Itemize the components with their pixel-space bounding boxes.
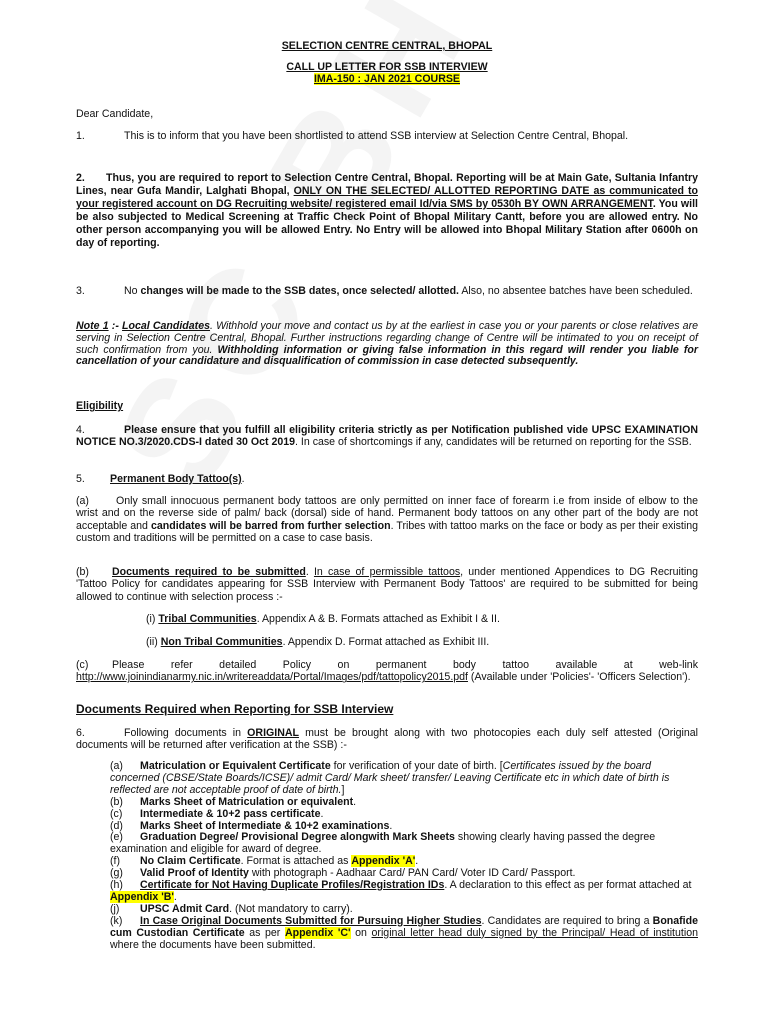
doc-item-k <box>110 916 698 952</box>
doc-k-title: In Case Original Documents Submitted for Pursuing Higher Studies <box>140 914 482 927</box>
tribal-title: Tribal Communities <box>158 613 257 625</box>
para-5b-label: (b) <box>76 566 89 578</box>
doc-item-a <box>110 761 698 797</box>
doc-b-end: . <box>353 795 357 808</box>
para-5a-text: Only small innocuous permanent body tattoos are only permitted on inner face of forearm i.e from inside of elbow to the wrist and on the reverse side of palm/ back (dorsal) side of hand. Permanent body tattoos on any other part of the body are not acceptable and <box>76 495 698 532</box>
non-tribal-text: . Appendix D. Format attached as Exhibit III. <box>282 636 490 648</box>
para-5c-label: (c) <box>76 659 89 671</box>
documents-list <box>110 761 698 952</box>
note-1-sep: :- <box>108 320 123 332</box>
para-5c-text: Please refer detailed Policy on permanent body tattoo available at web-link <box>112 659 698 671</box>
doc-h-end: . <box>173 890 177 903</box>
doc-a-end: ] <box>341 783 345 796</box>
doc-f-label: (f) <box>110 855 120 868</box>
doc-j-text: . (Not mandatory to carry). <box>229 902 353 915</box>
doc-f-text: . Format is attached as <box>240 855 352 868</box>
doc-a-label: (a) <box>110 760 123 772</box>
para-5a-label: (a) <box>76 495 89 507</box>
para-4-num: 4. <box>76 424 85 436</box>
centre-title: SELECTION CENTRE CENTRAL, BHOPAL <box>281 40 493 52</box>
course-title: IMA-150 : JAN 2021 COURSE <box>313 73 460 85</box>
para-5-title: 5. Permanent Body Tattoo(s). <box>76 473 245 485</box>
doc-f-title: No Claim Certificate <box>140 855 241 868</box>
para-5b-title: Documents required to be submitted <box>112 566 306 578</box>
para-3-a: No <box>124 285 141 297</box>
doc-c-end: . <box>320 807 324 820</box>
para-5b-sep: . <box>305 566 314 578</box>
doc-d-label: (d) <box>110 819 123 832</box>
para-5c <box>76 659 698 684</box>
para-6-num: 6. <box>76 727 85 739</box>
doc-item-h <box>110 880 698 904</box>
doc-j-title: UPSC Admit Card <box>140 902 230 915</box>
doc-b-label: (b) <box>110 795 123 808</box>
doc-k-text2: as per <box>244 926 285 939</box>
doc-h-title: Certificate for Not Having Duplicate Profiles/Registration IDs <box>140 879 445 892</box>
note-1-title: Local Candidates <box>122 320 210 332</box>
tattoo-policy-link[interactable]: http://www.joinindianarmy.nic.in/writereaddata/Portal/Images/pdf/tattopolicy2015.pdf <box>76 671 468 684</box>
doc-e-title: Graduation Degree/ Provisional Degree alongwith Mark Sheets <box>140 831 455 844</box>
doc-g-text: with photograph - Aadhaar Card/ PAN Card/ Voter ID Card/ Passport. <box>248 867 576 880</box>
para-4-text: . In case of shortcomings if any, candidates will be returned on reporting for the SSB. <box>295 436 692 449</box>
original-word: ORIGINAL <box>247 727 299 739</box>
doc-a-text: for verification of your date of birth. [ <box>330 760 503 772</box>
para-1-num: 1. <box>76 130 85 142</box>
para-5b-i <box>146 613 698 625</box>
para-2-a: Thus, you are required to report to Selection Centre Central, Bhopal. Reporting will be at Main Gate, Sultania Infantry Lines, near Gufa Mandir, Lalghati Bhopal, <box>76 172 698 197</box>
salutation: Dear Candidate, <box>76 108 154 120</box>
letter-title: CALL UP LETTER FOR SSB INTERVIEW <box>286 61 488 73</box>
doc-k-text: . Candidates are required to bring a <box>481 914 653 927</box>
para-3-num: 3. <box>76 285 85 297</box>
para-1-text: This is to inform that you have been shortlisted to attend SSB interview at Selection Centre Central, Bhopal. <box>124 130 629 142</box>
doc-e-label: (e) <box>110 831 123 844</box>
para-6-intro <box>76 727 698 752</box>
doc-k-label: (k) <box>110 914 123 927</box>
course-line <box>76 73 698 85</box>
doc-f-end: . <box>415 855 419 868</box>
para-3-bold: changes will be made to the SSB dates, once selected/ allotted. <box>140 285 459 297</box>
para-5b-i-label: (i) <box>146 613 156 625</box>
para-4-bold: Please ensure that you fulfill all eligibility criteria strictly as per Notification published vide UPSC EXAMINATION NOTICE NO.3/2020.CDS-I dated 30 Oct 2019 <box>76 424 698 449</box>
para-5b-text: , under mentioned Appendices to DG Recruiting 'Tattoo Policy for candidates appearing for SSB Interview with Permanent Body Tattoos' are required to be submitted for being allowed to continue with selection process :- <box>76 566 698 603</box>
para-1 <box>76 130 698 142</box>
doc-d-title: Marks Sheet of Intermediate & 10+2 examinations <box>140 819 390 832</box>
appendix-a-badge: Appendix 'A' <box>351 855 416 868</box>
para-6-a: Following documents in <box>124 727 248 739</box>
doc-j-label: (j) <box>110 902 120 915</box>
para-5b-underline: In case of permissible tattoos <box>313 566 461 578</box>
doc-e-text: showing clearly having passed the degree examination and eligible for award of degree. <box>110 831 656 856</box>
para-5-num: 5. <box>76 473 85 485</box>
note-1 <box>76 321 698 368</box>
doc-g-label: (g) <box>110 867 123 880</box>
para-5a <box>76 495 698 545</box>
doc-b-title: Marks Sheet of Matriculation or equivalent <box>140 795 354 808</box>
appendix-c-badge: Appendix 'C' <box>284 926 351 939</box>
doc-k-text3: on <box>350 926 372 939</box>
eligibility-heading: Eligibility <box>76 400 124 412</box>
para-5c-end: (Available under 'Policies'- 'Officers Selection'). <box>467 671 691 684</box>
doc-c-title: Intermediate & 10+2 pass certificate <box>140 807 321 820</box>
para-3 <box>76 285 698 297</box>
para-3-c: Also, no absentee batches have been scheduled. <box>459 285 693 297</box>
tribal-text: . Appendix A & B. Formats attached as Exhibit I & II. <box>256 613 500 625</box>
doc-c-label: (c) <box>110 807 123 820</box>
doc-k-certificate: Bonafide cum Custodian Certificate <box>110 914 698 939</box>
note-1-warning: Withholding information or giving false information in this regard will render you liable for cancellation of your candidature and disqualification of commission in case detected subsequently. <box>76 343 698 368</box>
doc-k-letterhead: original letter head duly signed by the Principal/ Head of institution <box>371 926 698 939</box>
para-5b-ii <box>146 636 698 648</box>
doc-k-end: where the documents have been submitted. <box>110 938 316 951</box>
para-4 <box>76 424 698 449</box>
para-5b-ii-label: (ii) <box>146 636 158 648</box>
para-2-num: 2. <box>76 172 85 184</box>
para-6-c: must be brought along with two photocopies each duly self attested (Original documents will be returned after verification at the SSB) :- <box>76 727 699 752</box>
doc-item-e <box>110 832 698 856</box>
non-tribal-title: Non Tribal Communities <box>160 636 283 648</box>
para-5a-end: . Tribes with tattoo marks on the face or body as per their existing custom and traditions will be permitted on a case to case basis. <box>76 519 698 545</box>
para-5a-bold: candidates will be barred from further selection <box>151 519 391 532</box>
documents-heading: Documents Required when Reporting for SSB Interview <box>76 702 394 716</box>
doc-a-title: Matriculation or Equivalent Certificate <box>140 760 331 772</box>
para-2-c: . You will be also subjected to Medical Screening at Traffic Check Point of Bhopal Military Cantt, before you are allowed entry. No other person accompanying you will be allowed Entry. No Entry will be allowed into Bhopal Military Station after 0600h on day of reporting. <box>76 198 698 249</box>
doc-d-end: . <box>389 819 393 832</box>
doc-g-title: Valid Proof of Identity <box>140 867 249 880</box>
para-2-reporting-date: ONLY ON THE SELECTED/ ALLOTTED REPORTING DATE as communicated to your registered account on DG Recruiting website/ registered email Id/via SMS by 0530h BY OWN ARRANGEMENT <box>76 185 698 210</box>
para-2 <box>76 172 698 250</box>
para-5b <box>76 566 698 603</box>
tattoo-heading: Permanent Body Tattoo(s) <box>110 473 242 485</box>
appendix-b-badge: Appendix 'B' <box>110 890 174 903</box>
doc-h-label: (h) <box>110 879 123 892</box>
doc-a-note: Certificates issued by the board concerned (CBSE/State Boards/ICSE)/ admit Card/ Mark sheet/ transfer/ Leaving Certificate etc in which date of birth is reflected are not acceptable proof of date of birth. <box>110 760 670 796</box>
note-1-label: Note 1 <box>76 320 109 332</box>
note-1-text: . Withhold your move and contact us by at the earliest in case you or your parents or close relatives are serving in Selection Centre Central, Bhopal. Further instructions regarding change of Centre will be intimated to you on receipt of such confirmation from you. <box>76 320 698 356</box>
doc-h-text: . A declaration to this effect as per format attached at <box>444 879 692 892</box>
